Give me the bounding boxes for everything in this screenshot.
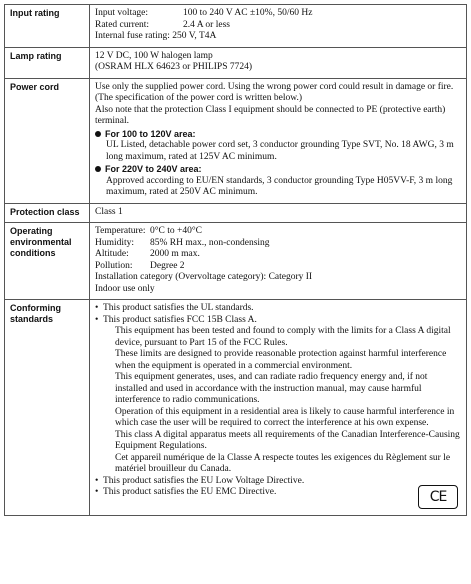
label-environmental: Operating environmental conditions	[5, 223, 90, 300]
indoor-use-line: Indoor use only	[95, 283, 155, 294]
row-protection-class	[5, 203, 467, 223]
cord-text-100-120: UL Listed, detachable power cord set, 3 conductor grounding Type SVT, No. 18 AWG, 3 m long maximum, rated at 125V AC minimum.	[106, 140, 454, 162]
humidity-value: 85% RH max., non-condensing	[150, 237, 270, 248]
cord-heading-220-240-text: For 220V to 240V area:	[105, 164, 202, 174]
temperature-line	[95, 226, 461, 238]
conform-ul: • This product satisfies the UL standards.	[95, 303, 461, 315]
fcc-text-4: Operation of this equipment in a residential area is likely to cause harmful interference in which case the user will be required to correct the interference at his own expense.	[115, 406, 455, 428]
content-power-cord	[90, 78, 467, 203]
temperature-value: 0°C to +40°C	[150, 226, 203, 236]
rated-current-key: Rated current:	[95, 19, 150, 30]
label-lamp-rating: Lamp rating	[5, 47, 90, 78]
ce-spacer	[95, 499, 461, 511]
row-power-cord	[5, 78, 467, 203]
fcc-text-3: This equipment generates, uses, and can radiate radio frequency energy and, if not installed and used in accordance with the instruction manual, may cause harmful interference to radio communications.	[115, 372, 428, 405]
lamp-line-1: 12 V DC, 100 W halogen lamp	[95, 50, 213, 61]
label-conforming-standards: Conforming standards	[5, 300, 90, 516]
humidity-line	[95, 238, 461, 250]
bullet-dot-icon	[95, 166, 101, 172]
cord-heading-100-120-text: For 100 to 120V area:	[105, 128, 196, 139]
altitude-value: 2000 m max.	[150, 249, 200, 259]
ce-mark-icon: CE	[418, 485, 458, 509]
canada-text-fr: Cet appareil numérique de la Classe A respecte toutes les exigences du Règlement sur le matériel brouilleur du Canada.	[115, 452, 451, 474]
row-input-rating	[5, 5, 467, 48]
content-lamp-rating	[90, 47, 467, 78]
altitude-key: Altitude:	[95, 249, 129, 259]
row-environmental	[5, 223, 467, 300]
conform-eu-lvd: • This product satisfies the EU Low Voltage Directive.	[95, 476, 461, 488]
cord-heading-100-120	[95, 129, 461, 141]
bullet-dot-icon	[95, 131, 101, 137]
cord-paragraph-1: Use only the supplied power cord. Using the wrong power cord could result in damage or fire. (The specification of the power cord is written below.)	[95, 81, 454, 103]
pollution-key: Pollution:	[95, 260, 133, 271]
input-voltage-line	[95, 8, 461, 20]
altitude-line	[95, 249, 461, 261]
rated-current-value: 2.4 A or less	[183, 19, 230, 30]
fuse-rating-line: Internal fuse rating: 250 V, T4A	[95, 31, 217, 41]
fcc-text-2: These limits are designed to provide reasonable protection against harmful interference when the equipment is operated in a commercial environment.	[115, 349, 447, 371]
canada-text-en: This class A digital apparatus meets all requirements of the Canadian Interference-Causing Equipment Regulations.	[115, 429, 460, 451]
content-environmental	[90, 223, 467, 300]
row-conforming-standards	[5, 300, 467, 516]
row-lamp-rating	[5, 47, 467, 78]
content-conforming-standards	[90, 300, 467, 516]
label-protection-class: Protection class	[5, 203, 90, 223]
lamp-line-2: (OSRAM HLX 64623 or PHILIPS 7724)	[95, 62, 253, 72]
cord-heading-220-240	[95, 164, 461, 176]
fcc-text-1: This equipment has been tested and found to comply with the limits for a Class A digital device, pursuant to Part 15 of the FCC Rules.	[115, 326, 451, 348]
installation-category-line: Installation category (Overvoltage category): Category II	[95, 272, 313, 282]
specifications-table	[4, 4, 467, 516]
content-protection-class: Class 1	[90, 203, 467, 223]
rated-current-line	[95, 20, 461, 32]
conform-fcc: • This product satisfies FCC 15B Class A.	[95, 315, 461, 327]
conform-eu-emc: • This product satisfies the EU EMC Directive.	[95, 487, 461, 499]
input-voltage-value: 100 to 240 V AC ±10%, 50/60 Hz	[183, 8, 313, 18]
cord-paragraph-2: Also note that the protection Class I equipment should be connected to PE (protective earth) terminal.	[95, 104, 446, 126]
pollution-line	[95, 261, 461, 273]
input-voltage-key: Input voltage:	[95, 8, 149, 18]
label-input-rating: Input rating	[5, 5, 90, 48]
pollution-value: Degree 2	[150, 260, 185, 271]
content-input-rating	[90, 5, 467, 48]
temperature-key: Temperature:	[95, 226, 146, 236]
humidity-key: Humidity:	[95, 237, 135, 248]
label-power-cord: Power cord	[5, 78, 90, 203]
cord-text-220-240: Approved according to EU/EN standards, 3 conductor grounding Type H05VV-F, 3 m long maximum, rated at 250V AC minimum.	[106, 175, 453, 197]
